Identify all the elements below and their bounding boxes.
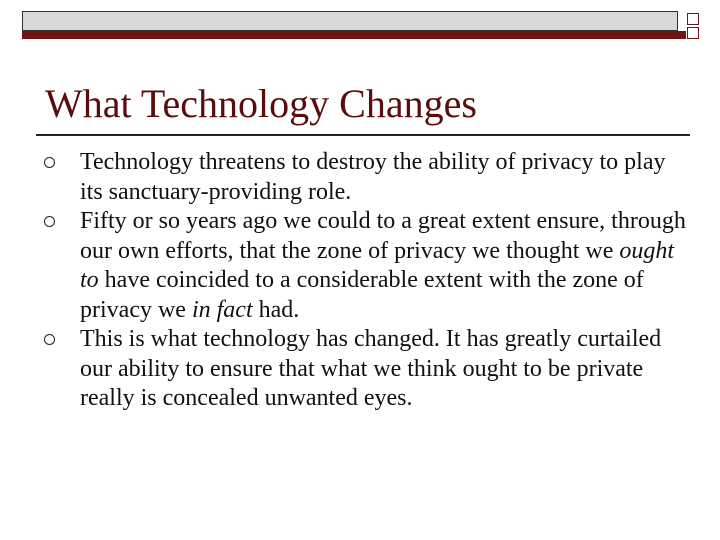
corner-square-icon: [687, 13, 699, 25]
hollow-circle-icon: [44, 334, 55, 345]
bullet-segment: This is what technology has changed. It has greatly curtailed our ability to ensure that what we think ought to be private really is concealed unwanted eyes.: [80, 326, 662, 411]
bullet-item: [44, 207, 694, 325]
bullet-segment: Technology threatens to destroy the ability of privacy to play its sanctuary-providing role.: [80, 149, 666, 205]
bullet-list: [44, 148, 694, 414]
bullet-text: [80, 208, 686, 323]
bullet-segment: had.: [252, 296, 300, 323]
bullet-segment-italic: ought to: [80, 237, 675, 293]
hollow-circle-icon: [44, 157, 55, 168]
corner-square-icon: [687, 27, 699, 39]
bullet-segment-italic: in fact: [191, 296, 253, 323]
slide-title: What Technology Changes: [45, 81, 477, 126]
header-accent-line: [22, 31, 686, 39]
bullet-text: [80, 149, 666, 205]
bullet-item: [44, 148, 694, 207]
bullet-segment: have coincided to a considerable extent with the zone of privacy we: [80, 267, 644, 323]
bullet-text: [80, 326, 661, 411]
header-decor-bar: [22, 11, 678, 31]
hollow-circle-icon: [44, 216, 55, 227]
bullet-segment: Fifty or so years ago we could to a great extent ensure, through our own efforts, that the zone of privacy we thought we: [80, 208, 686, 264]
title-divider: [36, 134, 690, 136]
bullet-item: [44, 325, 694, 414]
